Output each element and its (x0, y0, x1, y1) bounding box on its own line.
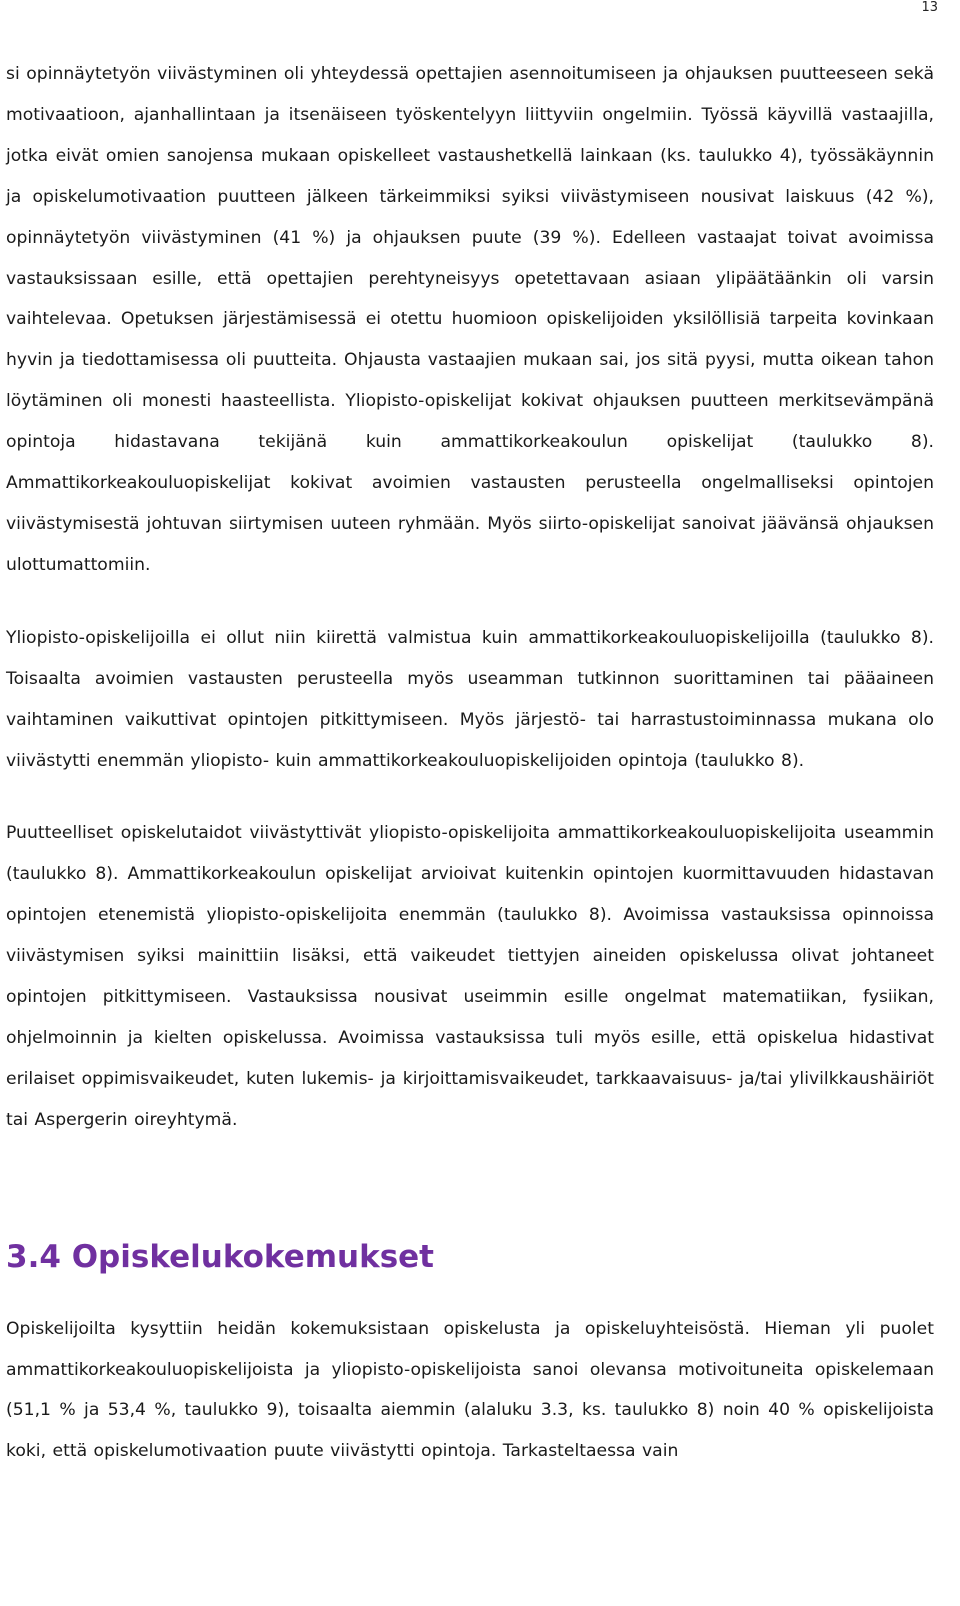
section-heading: 3.4 Opiskelukokemukset (6, 1238, 435, 1275)
page-number: 13 (921, 0, 938, 15)
paragraph-3: Puutteelliset opiskelutaidot viivästyttivät yliopisto-opiskelijoita ammattikorkeakouluopiskelijoita useammin (taulukko 8). Ammattikorkeakoulun opiskelijat arvioivat kuitenkin opintojen kuormittavuuden hidastavan opintojen etenemistä yliopisto-opiskelijoita enemmän (taulukko 8). Avoimissa vastauksissa opinnoissa viivästymisen syiksi mainittiin lisäksi, että vaikeudet tiettyjen aineiden opiskelussa olivat johtaneet opintojen pitkittymiseen. Vastauksissa nousivat useimmin esille ongelmat matematiikan, fysiikan, ohjelmoinnin ja kielten opiskelussa. Avoimissa vastauksissa tuli myös esille, että opiskelua hidastivat erilaiset oppimisvaikeudet, kuten lukemis- ja kirjoittamisvaikeudet, tarkkaavaisuus- ja/tai ylivilkkaushäiriöt tai Aspergerin oireyhtymä. (6, 823, 934, 1130)
section-paragraph-1: Opiskelijoilta kysyttiin heidän kokemuksistaan opiskelusta ja opiskeluyhteisöstä. Hieman yli puolet ammattikorkeakouluopiskelijoista ja yliopisto-opiskelijoista sanoi olevansa motivoituneita opiskelemaan (51,1 % ja 53,4 %, taulukko 9), toisaalta aiemmin (alaluku 3.3, ks. taulukko 8) noin 40 % opiskelijoista koki, että opiskelumotivaation puute viivästytti opintoja. Tarkasteltaessa vain (6, 1318, 934, 1462)
document-body (6, 54, 934, 1472)
paragraph-2: Yliopisto-opiskelijoilla ei ollut niin kiirettä valmistua kuin ammattikorkeakouluopiskelijoilla (taulukko 8). Toisaalta avoimien vastausten perusteella myös useamman tutkinnon suorittaminen tai pääaineen vaihtaminen vaikuttivat opintojen pitkittymiseen. Myös järjestö- tai harrastustoiminnassa mukana olo viivästytti enemmän yliopisto- kuin ammattikorkeakouluopiskelijoiden opintoja (taulukko 8). (6, 627, 934, 771)
paragraph-1: si opinnäytetyön viivästyminen oli yhteydessä opettajien asennoitumiseen ja ohjauksen puutteeseen sekä motivaatioon, ajanhallintaan ja itsenäiseen työskentelyyn liittyviin ongelmiin. Työssä käyvillä vastaajilla, jotka eivät omien sanojensa mukaan opiskelleet vastaushetkellä lainkaan (ks. taulukko 4), työssäkäynnin ja opiskelumotivaation puutteen jälkeen tärkeimmiksi syiksi viivästymiseen nousivat laiskuus (42 %), opinnäytetyön viivästyminen (41 %) ja ohjauksen puute (39 %). Edelleen vastaajat toivat avoimissa vastauksissaan esille, että opettajien perehtyneisyys opetettavaan asiaan ylipäätäänkin oli varsin vaihtelevaa. Opetuksen järjestämisessä ei otettu huomioon opiskelijoiden yksilöllisiä tarpeita kovinkaan hyvin ja tiedottamisessa oli puutteita. Ohjausta vastaajien mukaan sai, jos sitä pyysi, mutta oikean tahon löytäminen oli monesti haasteellista. Yliopisto-opiskelijat kokivat ohjauksen puutteen merkitsevämpänä opintoja hidastavana tekijänä kuin ammattikorkeakoulun opiskelijat (taulukko 8). Ammattikorkeakouluopiskelijat kokivat avoimien vastausten perusteella ongelmalliseksi opintojen viivästymisestä johtuvan siirtymisen uuteen ryhmään. Myös siirto-opiskelijat sanoivat jäävänsä ohjauksen ulottumattomiin. (6, 64, 934, 575)
